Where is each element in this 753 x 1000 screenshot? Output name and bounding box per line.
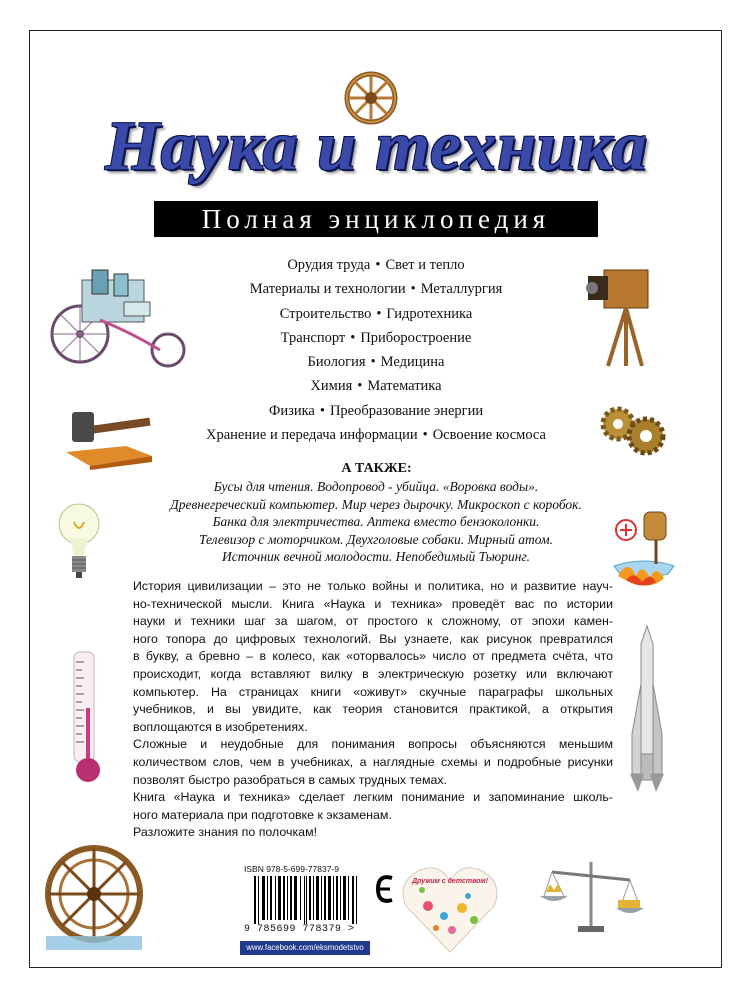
body-line: но-технической мысли. Книга «Наука и техника» проведёт вас по истории [133,596,613,611]
subtitle: Полная энциклопедия [201,203,551,234]
topic-item: Химия [310,378,353,395]
also-heading: А ТАКЖЕ: [341,461,412,476]
description-text [133,578,613,842]
bullet-separator: • [319,402,325,419]
bullet-separator: • [410,281,416,298]
bullet-separator: • [376,305,382,322]
body-line: компьютер. На страницах книги «оживут» скучные параграфы школьных [133,684,613,699]
barcode-bars [254,876,358,924]
topic-item: Транспорт [280,329,346,346]
topic-item: Свет и тепло [385,257,465,273]
isbn-text: ISBN 978-5-699-77837-9 [244,864,339,874]
bullet-separator: • [375,257,381,273]
subtitle-bar [154,201,598,237]
body-line: позволят быстро разобраться в самых трудных темах. [133,772,447,787]
page-title: Наука и техника [105,108,648,185]
barcode-digits: 9 785699 778379 > [244,924,355,935]
topic-item: Медицина [380,354,445,371]
topic-item: Металлургия [420,281,503,298]
topic-item: Материалы и технологии [249,281,406,298]
also-item: Банка для электричества. Аптека вместо бензоколонки. [212,514,540,530]
body-line: Книга «Наука и техника» сделает легким понимание и запоминание школь- [133,790,613,805]
gears-icon [598,402,668,458]
topic-item: Математика [367,378,442,395]
topic-item: Физика [268,402,315,419]
topic-line [190,302,562,326]
topic-item: Освоение космоса [432,427,546,444]
rocket-icon [622,624,672,796]
body-line: ного материала при подготовке к экзаменам. [133,807,392,822]
body-line: науки и техники шаг за шагом, от простого к сложному, от эпохи камен- [133,614,613,629]
body-line: Разложите знания по полочкам! [133,825,318,840]
bullet-separator: • [370,354,376,371]
heart-label: Дружим с детством! [412,878,488,885]
body-line: учебников, и вы увидите, как теория становится практикой, а открытия [133,702,613,717]
bullet-separator: • [422,427,428,444]
body-line: История цивилизации – это не только войны и политика, но и развитие науч- [133,579,613,593]
scales-icon [538,856,644,936]
body-line: происходит, когда вставляют вилку в электрическую розетку или включают [133,666,613,681]
topic-item: Приборостроение [360,329,472,346]
topic-item: Биология [307,354,366,371]
camera-on-tripod-icon [582,262,674,370]
topic-item: Орудия труда [287,257,371,273]
topic-line [190,350,562,374]
also-list [160,478,592,566]
topic-line [190,399,562,423]
also-item: Бусы для чтения. Водопровод - убийца. «Воровка воды». [213,479,539,494]
topics-list [190,253,562,447]
body-line: в букву, а бревно – в колесо, как «оторвалось» число от предмета счёта, что [133,649,613,664]
steam-tricycle-icon [40,262,186,372]
also-item: Древнегреческий компьютер. Мир через дырочку. Микроскоп с коробок. [170,496,582,512]
facebook-link[interactable]: www.facebook.com/eksmodetstvo [240,941,370,955]
also-item: Телевизор с моторчиком. Двухголовые собаки. Мирный атом. [199,531,553,547]
topic-item: Преобразование энергии [329,402,484,419]
water-wheel-icon [40,840,148,954]
thermometer-icon [62,648,106,786]
also-item: Источник вечной молодости. Непобедимый Тьюринг. [222,549,530,565]
topic-line [190,277,562,301]
light-bulb-icon [54,500,104,582]
bullet-separator: • [350,329,356,346]
topic-line [190,326,562,350]
body-line: количеством слов, чем в учебниках, а наглядные схемы и подробные рисунки [133,754,613,769]
eksmo-logo-icon [374,872,396,906]
topic-item: Хранение и передача информации [206,427,418,444]
bullet-separator: • [357,378,363,395]
heart-badge [398,860,502,956]
topic-line [190,423,562,447]
topic-item: Строительство [279,305,372,322]
body-line: Сложные и неудобные для понимания вопросы объясняются меньшим [133,737,613,752]
topic-item: Гидротехника [386,305,473,322]
topic-line [190,253,562,277]
body-line: воплощаются в изобретениях. [133,719,308,734]
body-line: ного топора до цифровых технологий. Вы узнаете, как рисунок превратился [133,631,613,646]
topic-line [190,374,562,398]
